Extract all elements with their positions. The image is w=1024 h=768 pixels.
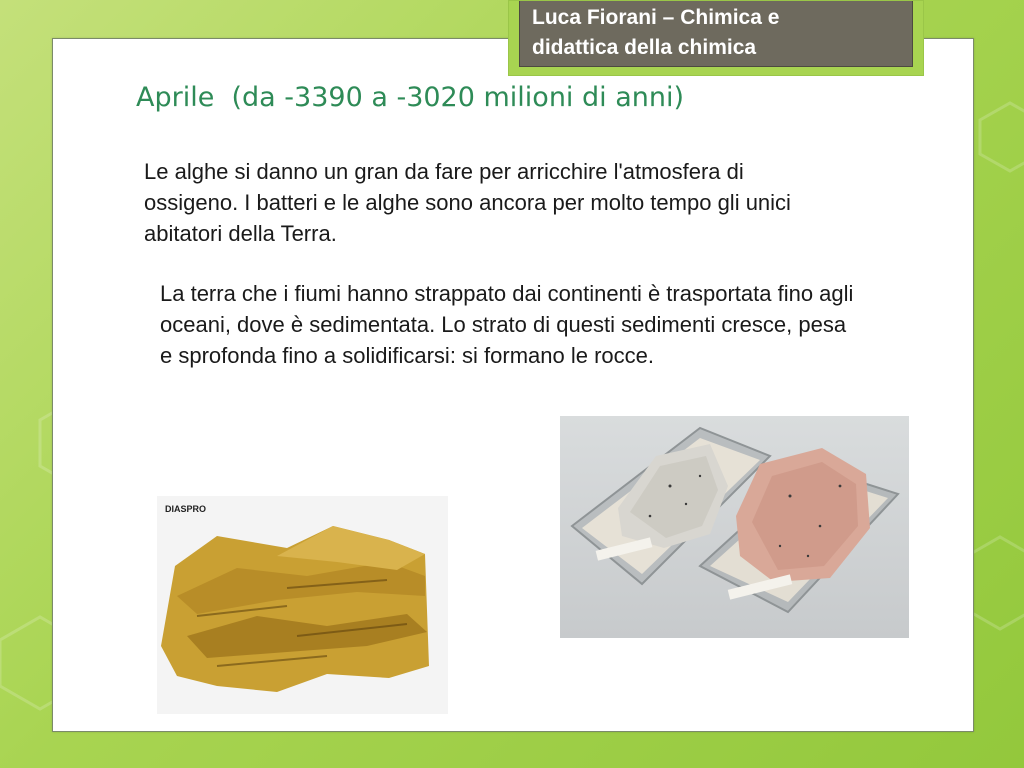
jasper-rock-illustration [157, 496, 448, 714]
header-banner [508, 0, 924, 76]
header-text-box [519, 1, 913, 67]
paragraph-algae: Le alghe si danno un gran da fare per arricchire l'atmosfera di ossigeno. I batteri e le alghe sono ancora per molto tempo gli unici abitatori della Terra. [144, 159, 791, 246]
header-line-1: Luca Fiorani – Chimica e [532, 6, 780, 29]
paragraph-sediments: La terra che i fiumi hanno strappato dai continenti è trasportata fino agli oceani, dove è sedimentata. Lo strato di questi sedimenti cresce, pesa e sprofonda fino a solidificarsi: si formano le rocce. [160, 281, 854, 368]
granite-samples-illustration [560, 416, 909, 638]
granite-samples-photo [560, 416, 909, 638]
jasper-rock-photo [157, 496, 448, 714]
slide-title: Aprile (da -3390 a -3020 milioni di anni) [136, 82, 685, 113]
header-line-2: didattica della chimica [532, 36, 757, 59]
jasper-photo-label: DIASPRO [165, 504, 207, 514]
